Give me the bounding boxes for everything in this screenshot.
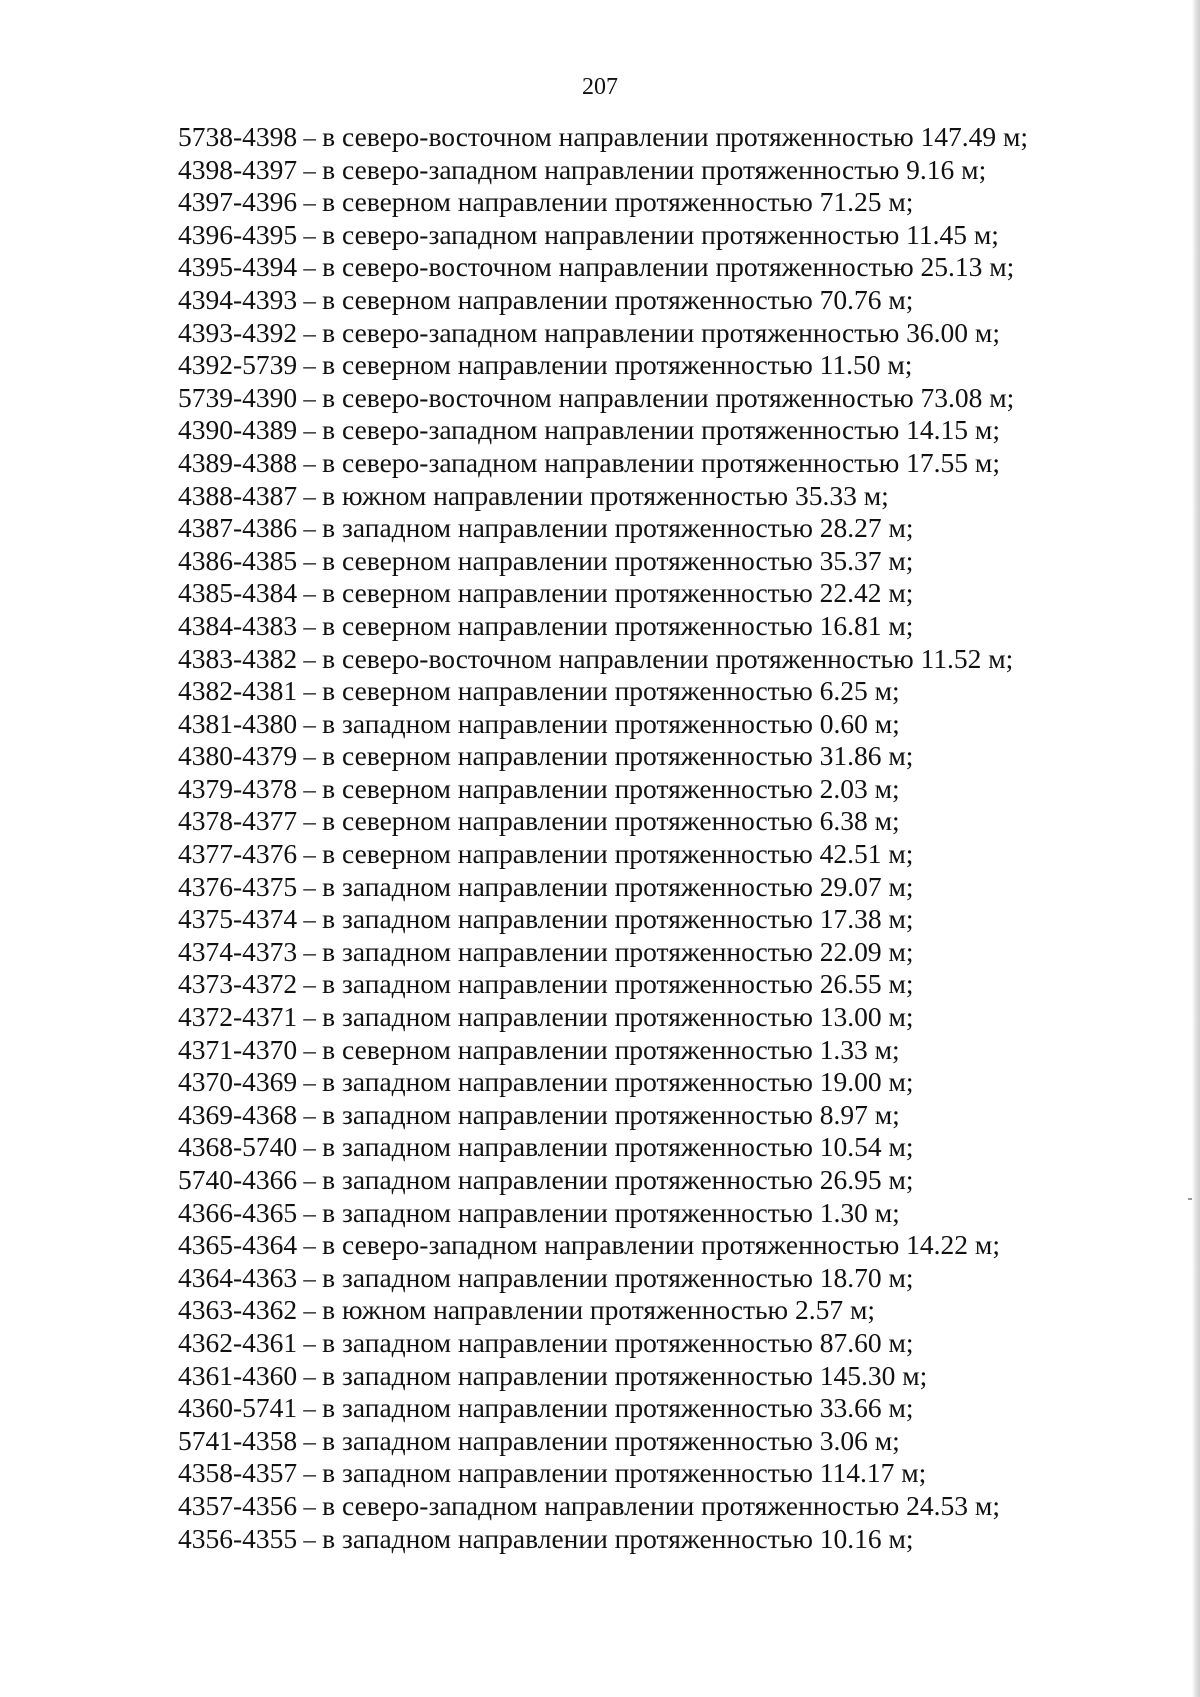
- segment-id: 5738-4398: [178, 121, 298, 152]
- dash-separator: –: [297, 939, 323, 967]
- dash-separator: –: [297, 907, 323, 935]
- dash-separator: –: [297, 353, 323, 381]
- segment-description: в северо-западном направлении протяженностью 11.45 м;: [322, 218, 999, 250]
- dash-separator: –: [297, 1102, 323, 1130]
- segment-description: в западном направлении протяженностью 114.17 м;: [322, 1457, 927, 1489]
- boundary-line: [178, 414, 1138, 447]
- dash-separator: –: [297, 1396, 323, 1424]
- dash-separator: –: [297, 1135, 323, 1163]
- segment-description: в северо-восточном направлении протяженностью 73.08 м;: [322, 381, 1015, 413]
- boundary-line: [178, 1131, 1138, 1164]
- segment-description: в западном направлении протяженностью 1.30 м;: [322, 1196, 900, 1228]
- dash-separator: –: [297, 190, 323, 218]
- dash-separator: –: [297, 744, 323, 772]
- boundary-line: [178, 1327, 1138, 1360]
- segment-description: в северо-западном направлении протяженностью 17.55 м;: [322, 446, 1000, 478]
- dash-separator: –: [297, 1265, 323, 1293]
- dash-separator: –: [297, 1233, 323, 1261]
- segment-id: 4356-4355: [178, 1522, 298, 1554]
- dash-separator: –: [297, 450, 323, 478]
- segment-id: 4364-4363: [178, 1261, 298, 1293]
- segment-description: в северо-западном направлении протяженностью 9.16 м;: [322, 153, 987, 185]
- segment-description: в западном направлении протяженностью 26.95 м;: [322, 1164, 914, 1195]
- boundary-line: [178, 871, 1138, 904]
- segment-id: 4368-5740: [178, 1131, 298, 1163]
- segment-description: в западном направлении протяженностью 10.16 м;: [322, 1522, 914, 1554]
- boundary-line: [178, 512, 1138, 545]
- boundary-line: [178, 1360, 1138, 1393]
- segment-id: 4372-4371: [178, 1001, 298, 1033]
- dash-separator: –: [297, 1070, 323, 1098]
- segment-description: в западном направлении протяженностью 145.30 м;: [322, 1359, 928, 1391]
- dash-separator: –: [297, 972, 323, 1000]
- boundary-line: [178, 968, 1138, 1001]
- segment-id: 4381-4380: [178, 707, 298, 739]
- segment-id: 4375-4374: [178, 903, 298, 935]
- dash-separator: –: [297, 679, 323, 707]
- segment-id: 4393-4392: [178, 316, 298, 348]
- boundary-line: [178, 1457, 1138, 1490]
- boundary-line: [178, 577, 1138, 610]
- segment-description: в южном направлении протяженностью 2.57 м;: [322, 1294, 876, 1326]
- segment-description: в западном направлении протяженностью 29.07 м;: [322, 870, 914, 902]
- boundary-line: [178, 121, 1138, 154]
- segment-description: в северо-восточном направлении протяженностью 25.13 м;: [322, 251, 1015, 283]
- segment-id: 4377-4376: [178, 838, 298, 870]
- dash-separator: –: [297, 1005, 323, 1033]
- boundary-line: [178, 1164, 1138, 1197]
- segment-description: в западном направлении протяженностью 13.00 м;: [322, 1001, 914, 1033]
- boundary-line: [178, 1099, 1138, 1132]
- scan-mark: [1188, 1198, 1192, 1200]
- segment-id: 4389-4388: [178, 446, 298, 478]
- segment-description: в западном направлении протяженностью 19.00 м;: [322, 1066, 914, 1098]
- segment-id: 4394-4393: [178, 283, 298, 315]
- segment-id: 4387-4386: [178, 512, 298, 544]
- boundary-line: [178, 740, 1138, 773]
- segment-description: в западном направлении протяженностью 18.70 м;: [322, 1261, 914, 1293]
- segment-id: 4366-4365: [178, 1196, 298, 1228]
- dash-separator: –: [297, 1493, 323, 1521]
- segment-description: в северном направлении протяженностью 6.38 м;: [322, 805, 900, 837]
- segment-description: в северном направлении протяженностью 11.50 м;: [322, 349, 913, 381]
- segment-id: 5741-4358: [178, 1424, 298, 1456]
- segment-id: 4363-4362: [178, 1294, 298, 1326]
- boundary-line: [178, 643, 1138, 676]
- boundary-line: [178, 838, 1138, 871]
- dash-separator: –: [297, 1363, 323, 1391]
- segment-id: 4370-4369: [178, 1066, 298, 1098]
- dash-separator: –: [297, 1168, 323, 1195]
- segment-description: в западном направлении протяженностью 3.06 м;: [322, 1424, 900, 1456]
- dash-separator: –: [297, 516, 323, 544]
- dash-separator: –: [297, 548, 323, 576]
- dash-separator: –: [297, 1037, 323, 1065]
- segment-id: 4396-4395: [178, 218, 298, 250]
- dash-separator: –: [297, 418, 323, 446]
- boundary-line: [178, 903, 1138, 936]
- boundary-line: [178, 675, 1138, 708]
- segment-description: в западном направлении протяженностью 87.60 м;: [322, 1326, 914, 1358]
- segment-description: в северо-восточном направлении протяженностью 11.52 м;: [322, 642, 1014, 674]
- dash-separator: –: [297, 385, 323, 413]
- boundary-line: [178, 773, 1138, 806]
- segment-description: в западном направлении протяженностью 10.54 м;: [322, 1131, 914, 1163]
- segment-id: 4357-4356: [178, 1489, 298, 1521]
- dash-separator: –: [297, 255, 323, 283]
- dash-separator: –: [297, 809, 323, 837]
- segment-description: в западном направлении протяженностью 17.38 м;: [322, 903, 914, 935]
- segment-description: в западном направлении протяженностью 28.27 м;: [322, 512, 914, 544]
- boundary-line: [178, 284, 1138, 317]
- boundary-line: [178, 1066, 1138, 1099]
- boundary-line: [178, 805, 1138, 838]
- boundary-line: [178, 1523, 1138, 1556]
- boundary-line: [178, 1490, 1138, 1523]
- segment-description: в западном направлении протяженностью 33.66 м;: [322, 1392, 914, 1424]
- boundary-line: [178, 1294, 1138, 1327]
- boundary-line: [178, 219, 1138, 252]
- dash-separator: –: [297, 711, 323, 739]
- segment-description: в северном направлении протяженностью 6.25 м;: [322, 675, 900, 707]
- boundary-line: [178, 1262, 1138, 1295]
- segment-description: в северном направлении протяженностью 1.33 м;: [322, 1033, 900, 1065]
- segment-description: в северо-восточном направлении протяженностью 147.49 м;: [322, 121, 1029, 152]
- dash-separator: –: [297, 1200, 323, 1228]
- dash-separator: –: [297, 1526, 323, 1554]
- segment-id: 4395-4394: [178, 251, 298, 283]
- dash-separator: –: [297, 874, 323, 902]
- dash-separator: –: [297, 125, 323, 152]
- boundary-line: [178, 317, 1138, 350]
- scan-edge: [1192, 0, 1200, 1697]
- segment-description: в северном направлении протяженностью 22.42 м;: [322, 577, 914, 609]
- segment-description: в северном направлении протяженностью 42.51 м;: [322, 838, 914, 870]
- boundary-line: [178, 1392, 1138, 1425]
- segment-id: 4369-4368: [178, 1098, 298, 1130]
- segment-id: 4362-4361: [178, 1326, 298, 1358]
- boundary-description-list: [178, 121, 1138, 1555]
- dash-separator: –: [297, 157, 323, 185]
- dash-separator: –: [297, 1298, 323, 1326]
- dash-separator: –: [297, 287, 323, 315]
- segment-description: в северном направлении протяженностью 16.81 м;: [322, 609, 914, 641]
- boundary-line: [178, 447, 1138, 480]
- segment-id: 4365-4364: [178, 1229, 298, 1261]
- boundary-line: [178, 1001, 1138, 1034]
- dash-separator: –: [297, 581, 323, 609]
- segment-id: 4380-4379: [178, 740, 298, 772]
- segment-id: 4385-4384: [178, 577, 298, 609]
- segment-description: в северо-западном направлении протяженностью 24.53 м;: [322, 1489, 1000, 1521]
- boundary-line: [178, 1034, 1138, 1067]
- segment-id: 5739-4390: [178, 381, 298, 413]
- boundary-line: [178, 480, 1138, 513]
- segment-id: 4397-4396: [178, 186, 298, 218]
- page-number: 207: [582, 74, 618, 100]
- segment-description: в северном направлении протяженностью 31.86 м;: [322, 740, 914, 772]
- segment-id: 4383-4382: [178, 642, 298, 674]
- segment-description: в западном направлении протяженностью 26.55 м;: [322, 968, 914, 1000]
- boundary-line: [178, 154, 1138, 187]
- segment-id: 4388-4387: [178, 479, 298, 511]
- segment-id: 4360-5741: [178, 1392, 298, 1424]
- segment-id: 4371-4370: [178, 1033, 298, 1065]
- boundary-line: [178, 1229, 1138, 1262]
- segment-id: 4390-4389: [178, 414, 298, 446]
- segment-description: в западном направлении протяженностью 0.60 м;: [322, 707, 900, 739]
- segment-id: 4373-4372: [178, 968, 298, 1000]
- segment-description: в северном направлении протяженностью 71.25 м;: [322, 186, 914, 218]
- segment-id: 4392-5739: [178, 349, 298, 381]
- boundary-line: [178, 610, 1138, 643]
- segment-description: в северо-западном направлении протяженностью 14.22 м;: [322, 1229, 1000, 1261]
- segment-description: в западном направлении протяженностью 22.09 м;: [322, 935, 914, 967]
- segment-description: в северном направлении протяженностью 2.03 м;: [322, 772, 900, 804]
- dash-separator: –: [297, 1461, 323, 1489]
- segment-id: 4361-4360: [178, 1359, 298, 1391]
- segment-description: в южном направлении протяженностью 35.33 м;: [322, 479, 889, 511]
- boundary-line: [178, 382, 1138, 415]
- segment-description: в северном направлении протяженностью 70.76 м;: [322, 283, 914, 315]
- boundary-line: [178, 936, 1138, 969]
- segment-id: 4376-4375: [178, 870, 298, 902]
- segment-id: 4374-4373: [178, 935, 298, 967]
- segment-id: 4384-4383: [178, 609, 298, 641]
- boundary-line: [178, 1425, 1138, 1458]
- dash-separator: –: [297, 842, 323, 870]
- dash-separator: –: [297, 222, 323, 250]
- segment-id: 4398-4397: [178, 153, 298, 185]
- segment-id: 4382-4381: [178, 675, 298, 707]
- boundary-line: [178, 186, 1138, 219]
- dash-separator: –: [297, 646, 323, 674]
- dash-separator: –: [297, 613, 323, 641]
- boundary-line: [178, 545, 1138, 578]
- segment-id: 5740-4366: [178, 1164, 298, 1195]
- segment-description: в северо-западном направлении протяженностью 14.15 м;: [322, 414, 1000, 446]
- segment-id: 4378-4377: [178, 805, 298, 837]
- segment-description: в западном направлении протяженностью 8.97 м;: [322, 1098, 900, 1130]
- segment-description: в северо-западном направлении протяженностью 36.00 м;: [322, 316, 1000, 348]
- segment-description: в северном направлении протяженностью 35.37 м;: [322, 544, 914, 576]
- dash-separator: –: [297, 483, 323, 511]
- dash-separator: –: [297, 1428, 323, 1456]
- boundary-line: [178, 349, 1138, 382]
- segment-id: 4386-4385: [178, 544, 298, 576]
- dash-separator: –: [297, 320, 323, 348]
- segment-id: 4358-4357: [178, 1457, 298, 1489]
- boundary-line: [178, 1197, 1138, 1230]
- dash-separator: –: [297, 1330, 323, 1358]
- segment-id: 4379-4378: [178, 772, 298, 804]
- boundary-line: [178, 251, 1138, 284]
- dash-separator: –: [297, 776, 323, 804]
- boundary-line: [178, 708, 1138, 741]
